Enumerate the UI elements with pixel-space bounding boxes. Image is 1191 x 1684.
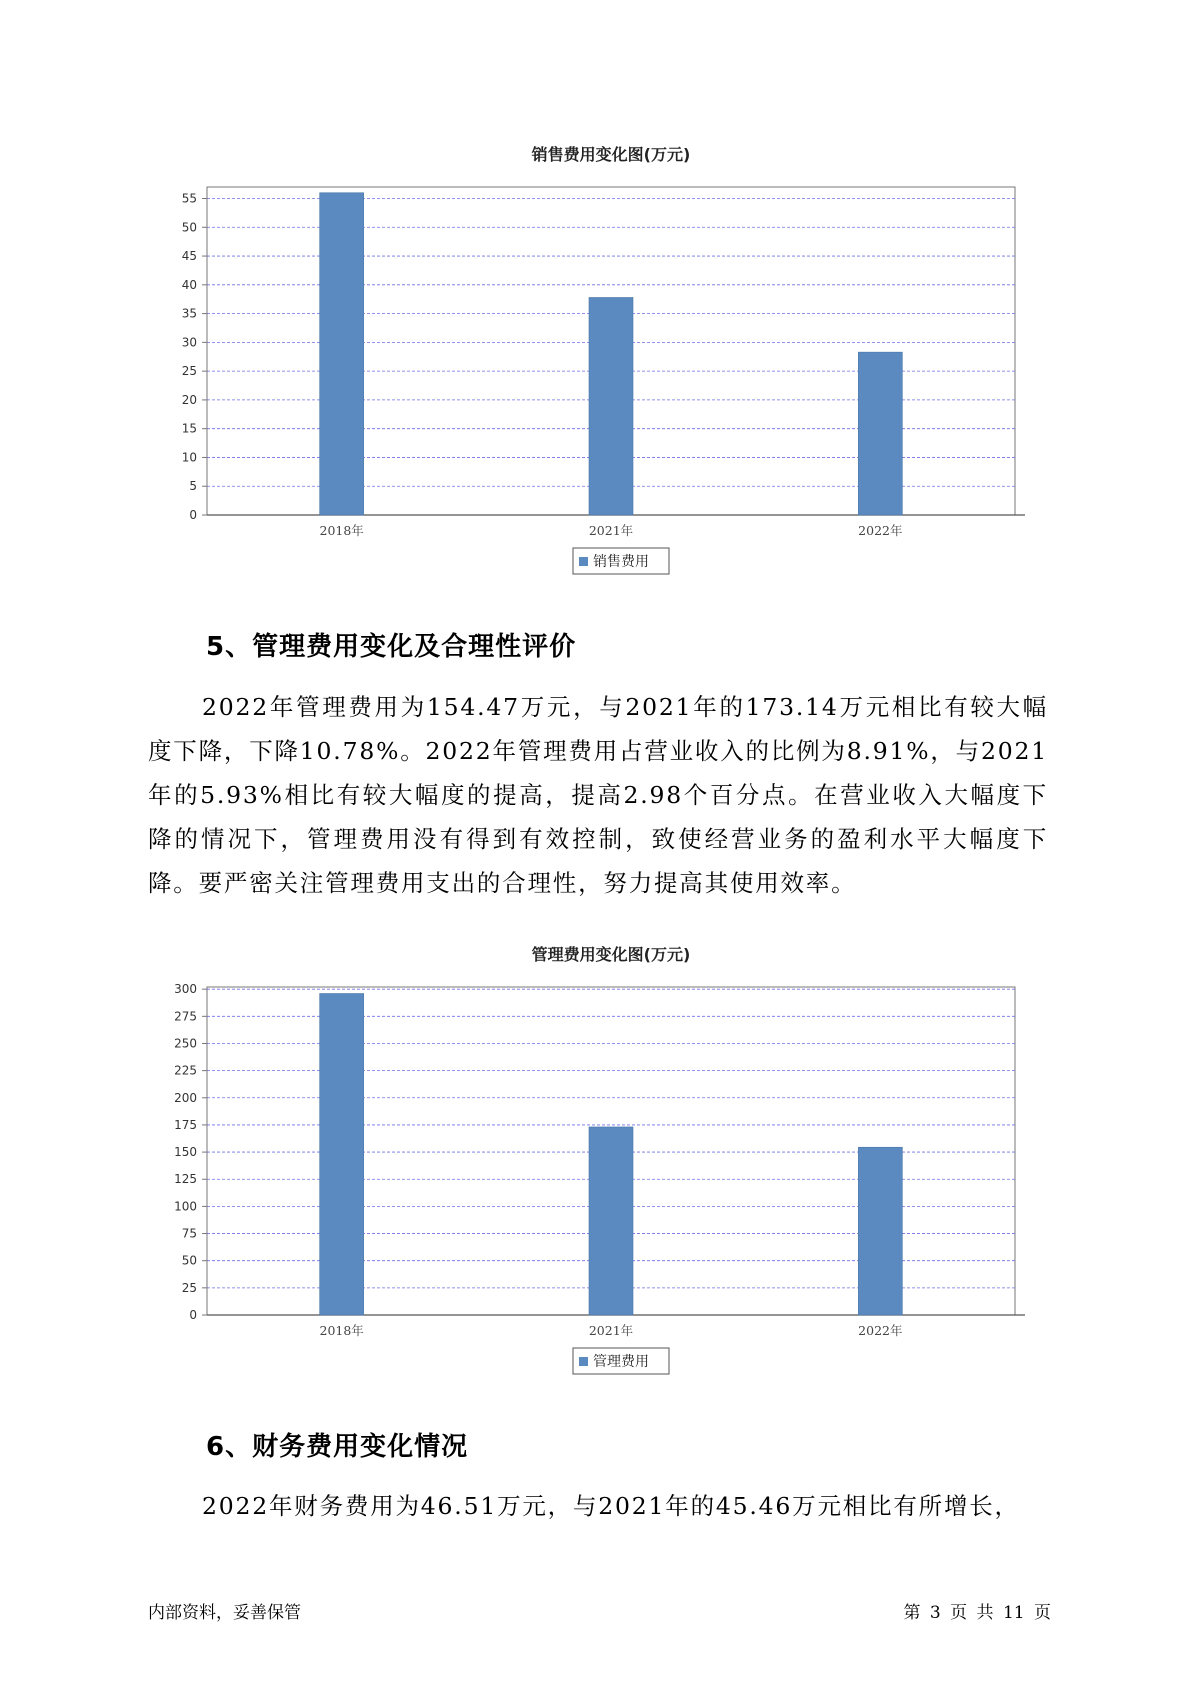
- x-tick-label: 2022年: [858, 523, 903, 538]
- bar-2: [589, 297, 633, 515]
- y-tick-label: 75: [181, 1226, 197, 1241]
- bar-3: [858, 1147, 902, 1315]
- y-tick-label: 50: [181, 220, 197, 235]
- y-tick-label: 300: [174, 982, 197, 997]
- y-tick-label: 40: [181, 277, 197, 292]
- bar-1: [320, 994, 364, 1315]
- admin-expense-chart: [0, 930, 1191, 1400]
- section6-paragraph: [148, 1484, 1048, 1528]
- x-tick-label: 2022年: [858, 1323, 903, 1338]
- y-tick-label: 250: [174, 1036, 197, 1051]
- sales-expense-chart: [0, 130, 1191, 600]
- y-tick-label: 55: [181, 191, 197, 206]
- footer-confidential-note: 内部资料，妥善保管: [148, 1603, 301, 1623]
- section5-paragraph: [148, 685, 1048, 905]
- x-tick-label: 2018年: [319, 523, 364, 538]
- legend-swatch: [579, 1357, 588, 1366]
- x-tick-label: 2021年: [588, 1323, 634, 1338]
- legend-label: 销售费用: [593, 554, 649, 570]
- y-tick-label: 25: [181, 364, 197, 379]
- y-tick-label: 25: [181, 1280, 197, 1295]
- y-tick-label: 275: [174, 1009, 197, 1024]
- legend-swatch: [579, 557, 588, 566]
- y-tick-label: 0: [189, 508, 197, 522]
- section6-heading: 6、财务费用变化情况: [206, 1432, 469, 1462]
- y-tick-label: 100: [174, 1199, 197, 1214]
- y-tick-label: 35: [181, 306, 197, 321]
- bar-2: [589, 1127, 633, 1315]
- y-tick-label: 125: [174, 1172, 197, 1187]
- y-tick-label: 50: [181, 1253, 197, 1268]
- y-tick-label: 15: [181, 421, 197, 436]
- x-tick-label: 2021年: [588, 523, 634, 538]
- sales-expense-chart-svg: [0, 130, 1191, 600]
- legend-label: 管理费用: [593, 1354, 649, 1370]
- section5-heading: 5、管理费用变化及合理性评价: [206, 632, 577, 662]
- section5-paragraph-text: 2022年管理费用为154.47万元，与2021年的173.14万元相比有较大幅度下降，下降10.78%。2022年管理费用占营业收入的比例为8.91%，与2021年的5.93%相比有较大幅度的提高，提高2.98个百分点。在营业收入大幅度下降的情况下，管理费用没有得到有效控制，致使经营业务的盈利水平大幅度下降。要严密关注管理费用支出的合理性，努力提高其使用效率。: [148, 693, 1048, 897]
- y-tick-label: 20: [181, 392, 197, 407]
- chart-title: 销售费用变化图(万元): [531, 145, 691, 164]
- admin-expense-chart-svg: [0, 930, 1191, 1400]
- bar-3: [858, 352, 902, 515]
- chart-title: 管理费用变化图(万元): [531, 945, 691, 964]
- x-tick-label: 2018年: [319, 1323, 364, 1338]
- y-tick-label: 45: [181, 249, 197, 264]
- y-tick-label: 5: [189, 479, 197, 494]
- y-tick-label: 225: [174, 1063, 197, 1078]
- y-tick-label: 150: [174, 1145, 197, 1160]
- bar-1: [320, 193, 364, 515]
- section6-paragraph-text: 2022年财务费用为46.51万元，与2021年的45.46万元相比有所增长，: [202, 1492, 1020, 1520]
- footer-page-number: 第 3 页 共 11 页: [903, 1603, 1051, 1623]
- y-tick-label: 30: [181, 335, 197, 350]
- y-tick-label: 175: [174, 1117, 197, 1132]
- y-tick-label: 10: [181, 450, 197, 465]
- y-tick-label: 0: [189, 1308, 197, 1322]
- y-tick-label: 200: [174, 1090, 197, 1105]
